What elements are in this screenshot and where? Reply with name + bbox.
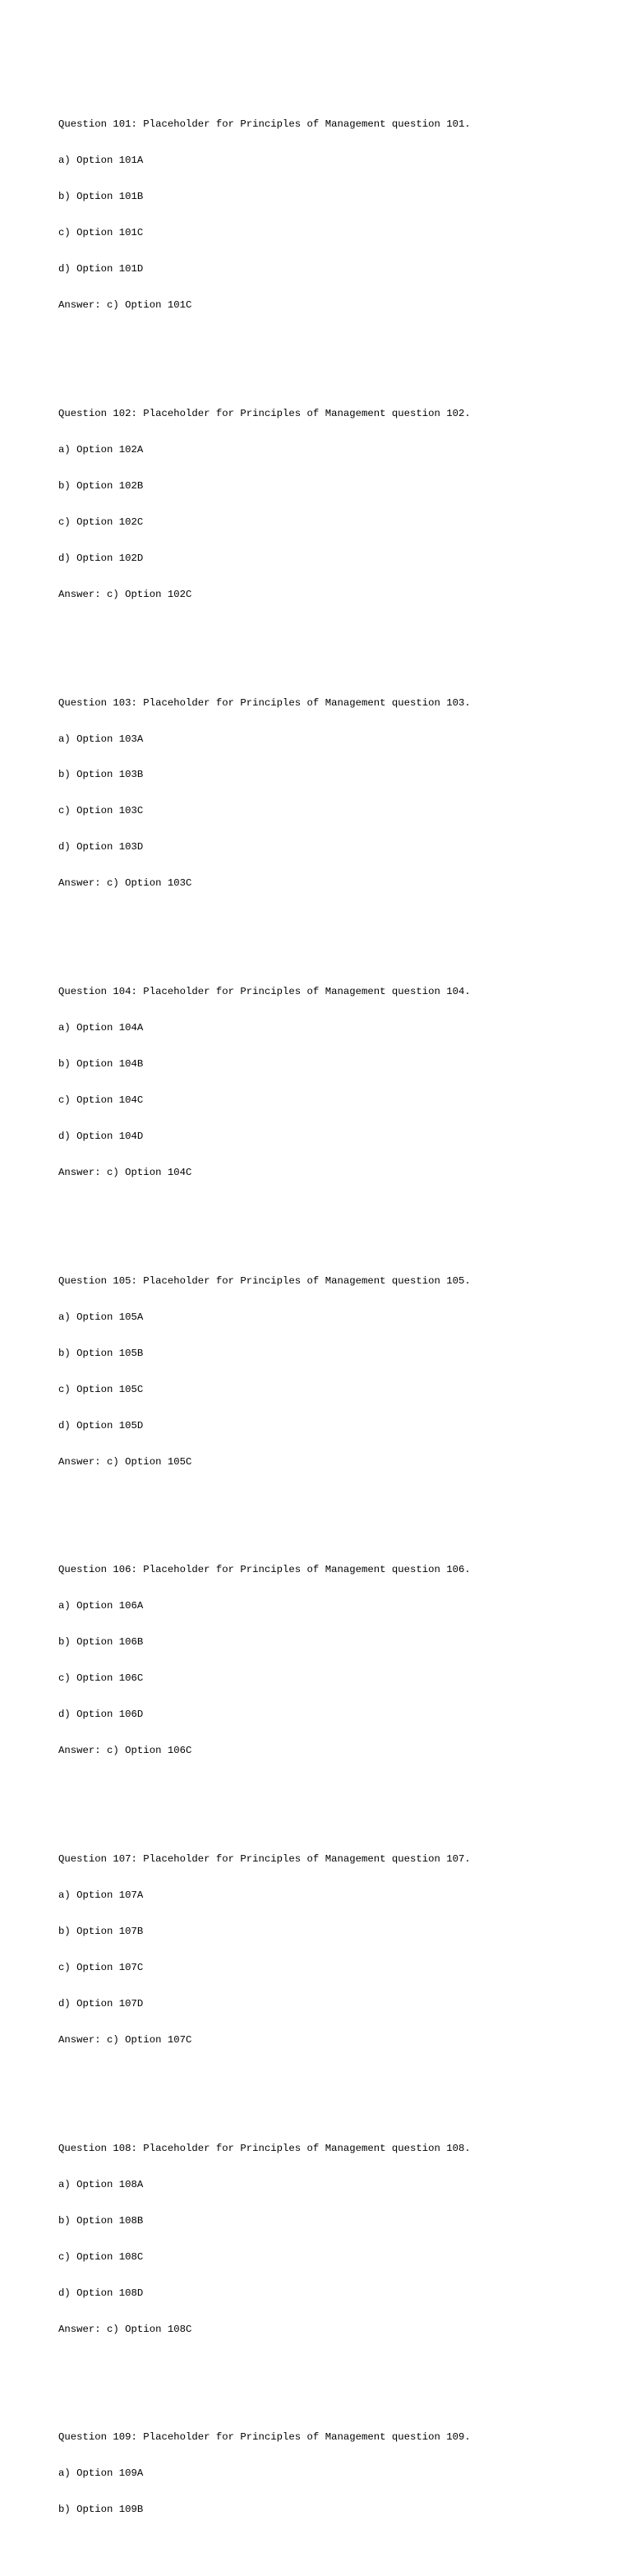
option-d: d) Option 107D (58, 1997, 144, 2009)
option-a: a) Option 103A (58, 733, 144, 745)
option-d: d) Option 108D (58, 2287, 144, 2299)
answer-text: Answer: c) Option 104C (58, 1166, 192, 1178)
option-b: b) Option 105B (58, 1347, 144, 1359)
question-text: Question 108: Placeholder for Principles of Management question 108. (58, 2142, 471, 2154)
answer-text: Answer: c) Option 107C (58, 2033, 192, 2046)
option-c: c) Option 101C (58, 227, 144, 239)
option-c: c) Option 107C (58, 1961, 144, 1973)
question-block-105 (58, 1251, 617, 1492)
option-c: c) Option 102C (58, 516, 144, 528)
question-text: Question 104: Placeholder for Principles of Management question 104. (58, 986, 471, 998)
option-c: c) Option 103C (58, 805, 144, 817)
question-block-102 (58, 384, 617, 625)
option-c: c) Option 104C (58, 1094, 144, 1107)
question-text: Question 105: Placeholder for Principles of Management question 105. (58, 1274, 471, 1287)
option-b: b) Option 101B (58, 191, 144, 203)
question-block-101 (58, 95, 617, 335)
question-block-107 (58, 1829, 617, 2070)
option-a: a) Option 105A (58, 1311, 144, 1323)
question-block-109 (58, 2407, 617, 2540)
answer-text: Answer: c) Option 101C (58, 299, 192, 312)
answer-text: Answer: c) Option 102C (58, 588, 192, 600)
option-d: d) Option 106D (58, 1709, 144, 1721)
answer-text: Answer: c) Option 106C (58, 1745, 192, 1757)
option-a: a) Option 101A (58, 155, 144, 167)
answer-text: Answer: c) Option 108C (58, 2323, 192, 2335)
option-b: b) Option 103B (58, 769, 144, 781)
question-text: Question 103: Placeholder for Principles of Management question 103. (58, 696, 471, 709)
question-text: Question 109: Placeholder for Principles of Management question 109. (58, 2431, 471, 2444)
answer-text: Answer: c) Option 105C (58, 1455, 192, 1468)
option-b: b) Option 102B (58, 479, 144, 492)
option-a: a) Option 104A (58, 1022, 144, 1034)
option-a: a) Option 102A (58, 443, 144, 456)
option-c: c) Option 106C (58, 1672, 144, 1685)
question-text: Question 101: Placeholder for Principles of Management question 101. (58, 118, 471, 131)
option-b: b) Option 109B (58, 2504, 144, 2516)
question-text: Question 102: Placeholder for Principles of Management question 102. (58, 407, 471, 419)
option-b: b) Option 104B (58, 1058, 144, 1071)
option-a: a) Option 108A (58, 2178, 144, 2190)
option-b: b) Option 107B (58, 1926, 144, 1938)
option-d: d) Option 105D (58, 1419, 144, 1431)
option-d: d) Option 101D (58, 263, 144, 275)
question-block-104 (58, 962, 617, 1203)
option-c: c) Option 108C (58, 2250, 144, 2263)
option-d: d) Option 103D (58, 841, 144, 853)
question-block-108 (58, 2118, 617, 2359)
option-d: d) Option 104D (58, 1131, 144, 1143)
question-block-106 (58, 1540, 617, 1781)
question-block-103 (58, 673, 617, 913)
option-a: a) Option 107A (58, 1889, 144, 1902)
option-a: a) Option 106A (58, 1600, 144, 1612)
answer-text: Answer: c) Option 103C (58, 877, 192, 890)
option-a: a) Option 109A (58, 2467, 144, 2480)
option-b: b) Option 106B (58, 1636, 144, 1649)
question-text: Question 106: Placeholder for Principles of Management question 106. (58, 1564, 471, 1576)
option-b: b) Option 108B (58, 2214, 144, 2227)
question-text: Question 107: Placeholder for Principles of Management question 107. (58, 1853, 471, 1866)
option-c: c) Option 105C (58, 1383, 144, 1395)
document-page (58, 58, 617, 2576)
option-d: d) Option 102D (58, 552, 144, 564)
